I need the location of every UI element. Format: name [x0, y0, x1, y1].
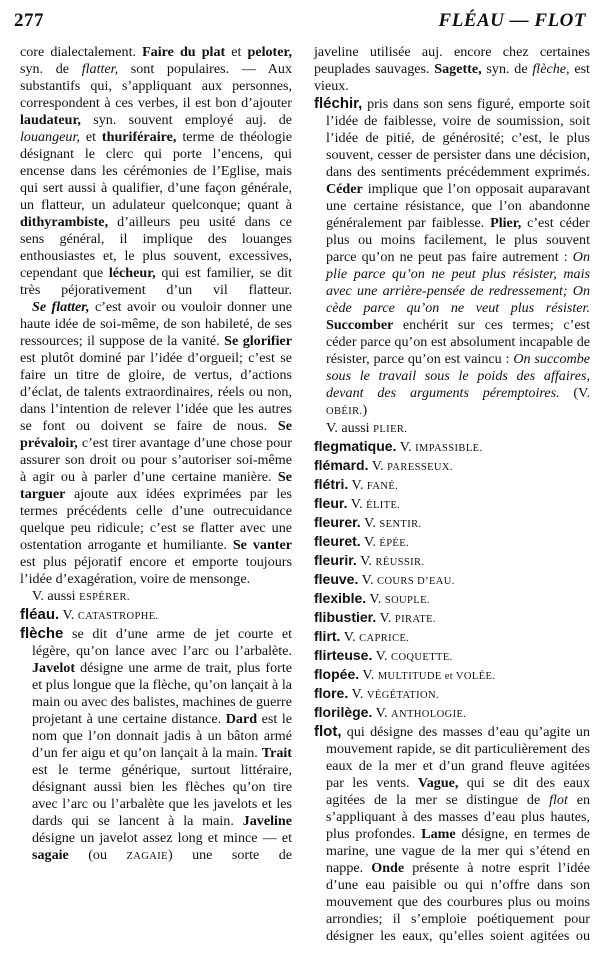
entry-flechir: fléchir, pris dans son sens figuré, emporte soit l’idée de faiblesse, voire de soumission, soit l’idée de pitié, de générosité; c’est, le plus souvent, cesser de persister dans une décision, dans des sentiments précédemment exprimés. Céder implique que l’on opposait auparavant une certaine résistance, que l’on abandonne généralement par faiblesse. Plier, c’est céder plus ou moins facilement, le plus souvent parce qu’on ne peut pas faire autrement : On plie parce qu’on ne peut plus résister, mais avec une arrière-pensée de redressement; On cède parce qu’on ne veut plus résister. Succomber enchérit sur ces termes; c’est céder parce qu’on est absolument incapable de résister, parce qu’on est vaincu : On succombe sous le travail sous le poids des affaires, devant des arguments péremptoires. (V. OBÉIR.)	[314, 95, 590, 418]
se-flatter-paragraph: Se flatter, c’est avoir ou vouloir donner une haute idée de soi-même, de son habileté, de ses ressources; il suppose de la vanité. Se glorifier est plutôt dominé par l’idée d’orgueil; c’est se faire un titre de gloire, de vertus, d’actions d’éclat, de talents extraordinaires, réels ou non, dans l’intention de relever l’idée que les autres se font ou doivent se faire de nous. Se prévaloir, c’est tirer avantage d’une chose pour assurer son droit ou pour s’autoriser soi-même à agir ou à parler d’une certaine manière. Se targuer ajoute aux idées exprimées par les termes précédents celle d’une outrecuidance quelque peu ridicule; c’est se flatter avec une ostentation arrogante et humiliante. Se vanter est plus péjoratif encore et emporte toujours l’idée d’exagération, voire de mensonge.	[20, 299, 293, 587]
entry-fleuret: fleuret. V. ÉPÉE.	[314, 533, 410, 550]
see-also-plier: V. aussi PLIER.	[326, 420, 408, 436]
entry-fleur: fleur. V. ÉLITE.	[314, 495, 401, 512]
see-also-esperer: V. aussi ESPÉRER.	[32, 588, 130, 604]
entry-flibustier: flibustier. V. PIRATE.	[314, 609, 436, 626]
entry-flot: flot, qui désigne des masses d’eau qu’agite un mouvement rapide, se dit particulièrement des eaux de la mer et d’un grand fleuve agitées par les vents. Vague, qui se dit des eaux agitées de la mer se distingue de flot en s’appliquant à des masses d’eau plus hautes, plus profondes. Lame désigne, en termes de marine, une vague de la mer qui s’étend en nappe. Onde présente à notre esprit l’idée d’une eau paisible ou qui n’offre dans son mouvement que des courbures plus ou moins arrondies; il s’emploie poétiquement pour désigner les eaux, qu’elles soient agitées ou	[314, 723, 590, 944]
fleche-continuation-paragraph: javeline utilisée auj. encore chez certaines peuplades sauvages. Sagette, syn. de flèche, est vieux.	[314, 44, 590, 94]
right-column	[314, 44, 590, 945]
entry-flopee: flopée. V. MULTITUDE et VOLÉE.	[314, 666, 496, 683]
entry-florilege: florilège. V. ANTHOLOGIE.	[314, 704, 467, 721]
entry-flirteuse: flirteuse. V. COQUETTE.	[314, 647, 453, 664]
entry-fleau: fléau. V. CATASTROPHE.	[20, 606, 159, 623]
entry-fleurer: fleurer. V. SENTIR.	[314, 514, 422, 531]
entry-fleuve: fleuve. V. COURS D’EAU.	[314, 571, 455, 588]
entry-flexible: flexible. V. SOUPLE.	[314, 590, 430, 607]
page-header	[0, 0, 600, 40]
entry-fletri: flétri. V. FANÉ.	[314, 476, 399, 493]
entry-fleche: flèche se dit d’une arme de jet courte et légère, qu’on lance avec l’arc ou l’arbalète. Javelot désigne une arme de trait, plus forte et plus longue que la flèche, qu’on lançait à la main ou avec des balistes, machines de guerre projetant à une certaine distance. Dard est le nom que l’on donnait jadis à un bâton armé d’un fer aigu et qu’on lançait à la main. Trait est le terme générique, surtout littéraire, désignant aussi bien les flèches qu’on tire avec l’arc ou l’arbalète que les javelots et les dards qui se lancent à la main. Javeline désigne un javelot assez long et mince — et sagaie (ou ZAGAIE) une sorte de	[20, 625, 293, 863]
entry-flirt: flirt. V. CAPRICE.	[314, 628, 410, 645]
running-head: FLÉAU — FLOT	[438, 10, 586, 31]
flatter-continuation-paragraph: core dialectalement. Faire du plat et peloter, syn. de flatter, sont populaires. — Aux substantifs qui, s’appliquant aux personnes, correspondent à ces verbes, il est bon d’ajouter laudateur, syn. souvent employé auj. de louangeur, et thuriféraire, terme de théologie désignant le clerc qui porte l’encens, qui encense dans les cérémonies de l’Eglise, mais qui sert aussi à qualifier, d’une façon générale, un flatteur, un adulateur quelconque; quant à dithyrambiste, d’ailleurs peu usité dans ce sens général, il implique des louanges enthousiastes et, le plus souvent, excessives, cependant que lécheur, qui est familier, se dit très péjorativement d’un vil flatteur.	[20, 44, 293, 298]
page-number: 277	[14, 10, 44, 31]
entry-flore: flore. V. VÉGÉTATION.	[314, 685, 440, 702]
entry-flemard: flémard. V. PARESSEUX.	[314, 457, 453, 474]
entry-flegmatique: flegmatique. V. IMPASSIBLE.	[314, 438, 483, 455]
entry-fleurir: fleurir. V. RÉUSSIR.	[314, 552, 425, 569]
left-column	[20, 44, 292, 865]
